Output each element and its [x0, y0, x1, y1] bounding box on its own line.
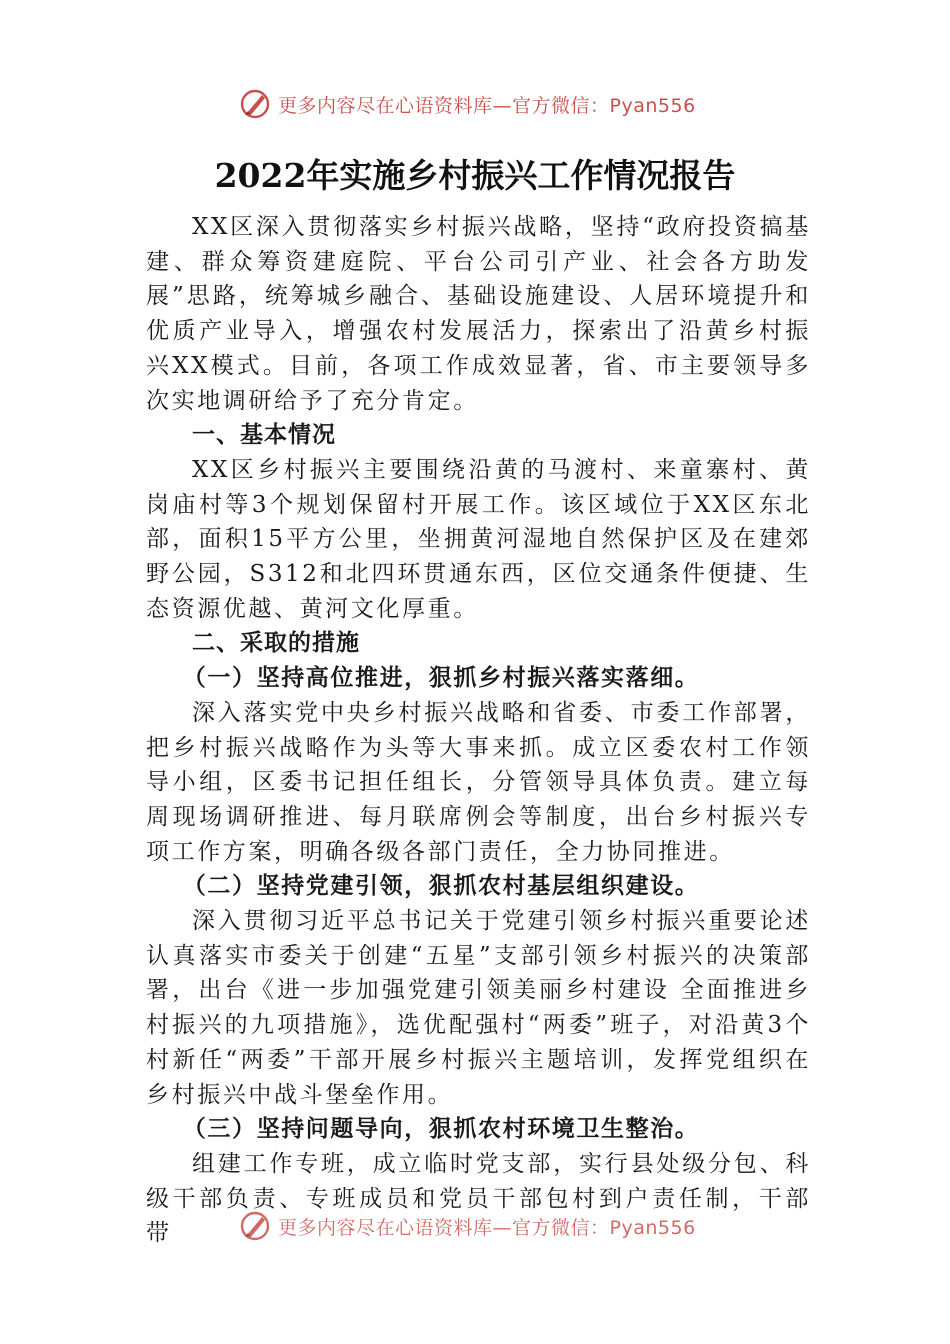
watermark-text: 更多内容尽在心语资料库—官方微信：Pyan556 — [278, 1216, 696, 1239]
section-heading-measures: 二、采取的措施 — [192, 630, 360, 657]
watermark-header — [238, 84, 696, 124]
subsection-heading-1: （一）坚持高位推进，狠抓乡村振兴落实落细。 — [182, 664, 700, 692]
pen-logo-icon — [238, 1209, 272, 1243]
intro-paragraph: XX区深入贯彻落实乡村振兴战略，坚持“政府投资搞基建、群众筹资建庭院、平台公司引产业、社会各方助发展”思路，统筹城乡融合、基础设施建设、人居环境提升和优质产业导入，增强农村发展活力，探索出了沿黄乡村振兴XX模式。目前，各项工作成效显著，省、市主要领导多次实地调研给予了充分肯定。 — [146, 214, 811, 414]
subsection-paragraph-3: 组建工作专班，成立临时党支部，实行县处级分包、科级干部负责、专班成员和党员干部包村到户责任制，干部带 — [146, 1150, 811, 1247]
subsection-paragraph-1: 深入落实党中央乡村振兴战略和省委、市委工作部署，把乡村振兴战略作为头等大事来抓。成立区委农村工作领导小组，区委书记担任组长，分管领导具体负责。建立每周现场调研推进、每月联席例会等制度，出台乡村振兴专项工作方案，明确各级各部门责任，全力协同推进。 — [146, 699, 811, 865]
subsection-heading-2: （二）坚持党建引领，狠抓农村基层组织建设。 — [182, 872, 700, 900]
document-body — [146, 210, 811, 1251]
watermark-text: 更多内容尽在心语资料库—官方微信：Pyan556 — [278, 94, 696, 117]
basic-situation-paragraph: XX区乡村振兴主要围绕沿黄的马渡村、来童寨村、黄岗庙村等3个规划保留村开展工作。该区域位于XX区东北部，面积15平方公里，坐拥黄河湿地自然保护区及在建郊野公园，S312和北四环贯通东西，区位交通条件便捷、生态资源优越、黄河文化厚重。 — [146, 456, 811, 622]
section-heading-basic: 一、基本情况 — [192, 422, 336, 449]
document-title: 2022年实施乡村振兴工作情况报告 — [214, 156, 736, 195]
subsection-paragraph-2: 深入贯彻习近平总书记关于党建引领乡村振兴重要论述认真落实市委关于创建“五星”支部引领乡村振兴的决策部署，出台《进一步加强党建引领美丽乡村建设 全面推进乡村振兴的九项措施》，选优配强村“两委”班子，对沿黄3个村新任“两委”干部开展乡村振兴主题培训，发挥党组织在乡村振兴中战斗堡垒作用。 — [146, 908, 811, 1108]
watermark-footer — [238, 1206, 696, 1246]
pen-logo-icon — [238, 87, 272, 121]
subsection-heading-3: （三）坚持问题导向，狠抓农村环境卫生整治。 — [182, 1115, 700, 1143]
